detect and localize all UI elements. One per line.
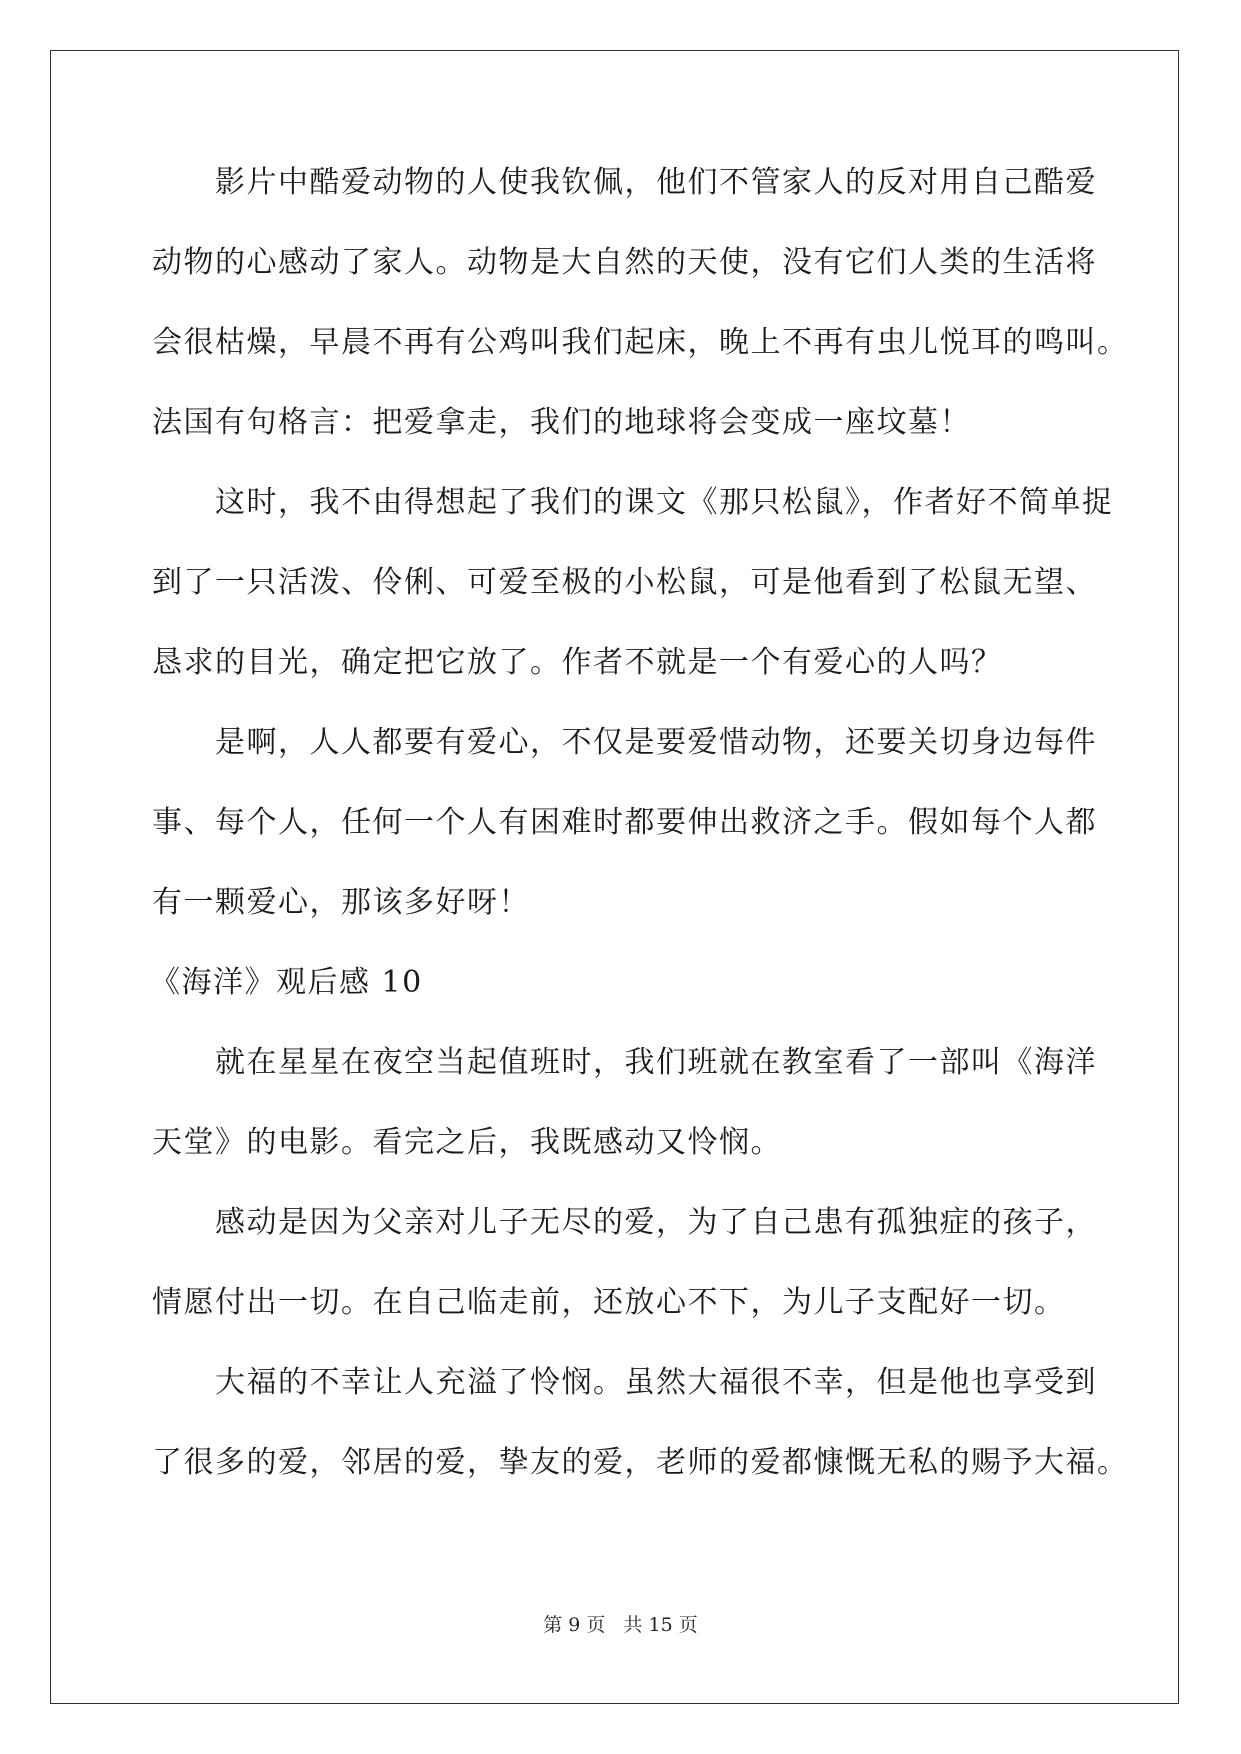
paragraph-line: 法国有句格言：把爱拿走，我们的地球将会变成一座坟墓！ [152,405,971,440]
paragraph-line: 是啊，人人都要有爱心，不仅是要爱惜动物，还要关切身边每件 [215,725,1097,760]
current-page-number: 第 9 页 [543,1614,606,1636]
paragraph-line: 情愿付出一切。在自己临走前，还放心不下，为儿子支配好一切。 [152,1285,1066,1320]
paragraph-line: 影片中酷爱动物的人使我钦佩，他们不管家人的反对用自己酷爱 [215,165,1097,200]
paragraph-line: 恳求的目光，确定把它放了。作者不就是一个有爱心的人吗？ [152,645,1003,680]
total-pages: 共 15 页 [623,1614,698,1636]
paragraph-line: 事、每个人，任何一个人有困难时都要伸出救济之手。假如每个人都 [152,805,1097,840]
paragraph-line: 感动是因为父亲对儿子无尽的爱，为了自己患有孤独症的孩子， [215,1205,1097,1240]
paragraph-line: 有一颗爱心，那该多好呀！ [152,885,530,920]
paragraph-line: 到了一只活泼、伶俐、可爱至极的小松鼠，可是他看到了松鼠无望、 [152,565,1097,600]
page-footer [0,1613,1241,1637]
paragraph-line: 就在星星在夜空当起值班时，我们班就在教室看了一部叫《海洋 [215,1045,1097,1080]
paragraph-line: 会很枯燥，早晨不再有公鸡叫我们起床，晚上不再有虫儿悦耳的鸣叫。 [152,325,1129,360]
paragraph-line: 这时，我不由得想起了我们的课文《那只松鼠》，作者好不简单捉 [215,485,1114,520]
paragraph-line: 动物的心感动了家人。动物是大自然的天使，没有它们人类的生活将 [152,245,1097,280]
paragraph-line: 大福的不幸让人充溢了怜悯。虽然大福很不幸，但是他也享受到 [215,1365,1097,1400]
section-heading: 《海洋》观后感 10 [150,965,423,1000]
paragraph-line: 了很多的爱，邻居的爱，挚友的爱，老师的爱都慷慨无私的赐予大福。 [152,1445,1129,1480]
paragraph-line: 天堂》的电影。看完之后，我既感动又怜悯。 [152,1125,782,1160]
